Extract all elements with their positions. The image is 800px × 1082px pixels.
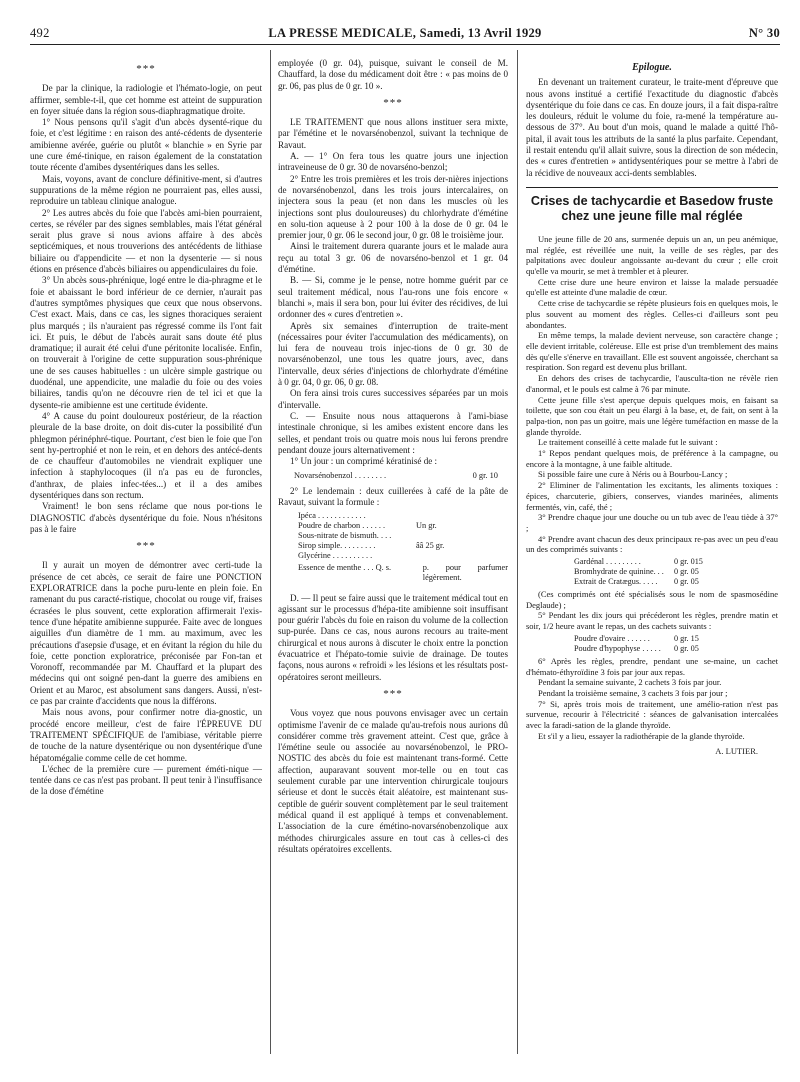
paragraph: En dehors des crises de tachycardie, l'ausculta-tion ne révèle rien d'anormal, et le pouls est calme à 76 par minute.	[526, 373, 778, 394]
article-rule	[526, 187, 778, 188]
issue-number: N° 30	[748, 26, 780, 40]
paragraph: D. — Il peut se faire aussi que le traitement médical tout en agissant sur le processus d'hépa-tite amibienne soit insuffisant pour guérir l'abcès du foie en raison du volume de la collection sup-purée. Dans ce cas, nous aurons recours au traite-ment chirurgical et nous aurons à discuter le choix entre la ponction évacuatrice et l'hépato-tomie suivie de drainage. De toutes façons, nous aurons « refroidi » les lésions et les résultats post-opératoires seront meilleurs.	[278, 592, 508, 682]
formula-tail	[298, 563, 508, 583]
paragraph: Pendant la semaine suivante, 2 cachets 3 fois par jour.	[538, 677, 722, 688]
formula-item: Glycérine . . . . . . . . . .	[298, 550, 373, 560]
paragraph: 4° A cause du point douloureux postérieur, de la réaction pleurale de la base droite, on doit dis-cuter la possibilité d'un phlegmon périnéphré-tique. Pourtant, c'est bien le foie que l'on sent hy-pertrophié et non le rein, et en dehors des antécé-dents de ce chauffeur d'automobiles ne viendrait expliquer une infection à staphylocoques (il n'a pas eu de furoncles, d'anthrax, de plaies infec-tées...) et il a des amibes dysentériques dans son rectum.	[30, 410, 262, 500]
article-title: Crises de tachycardie et Basedow fruste chez une jeune fille mal réglée	[530, 193, 774, 223]
paragraph: 3° Un abcès sous-phrénique, logé entre le dia-phragme et le foie et abaissant le bord inférieur de ce dernier, n'aurait pas d'autres symptômes physiques que ceux que nous observons. C'est exact. Mais, dans ce cas, les signes thoraciques seraient plus marqués ; ils n'auraient pas régressé comme ils l'ont fait ici. Et puis, le début de l'abcès aurait sans doute été plus dramatique; il aurait été celui d'une péritonite localisée. Enfin, on trouverait à l'origine de cette suppuration sous-phrénique une de ses causes habituelles : un ulcère simple gastrique ou duodénal, une appendicite, une maladie du foie ou des voies biliaires, tandis qu'on ne découvre rien de tel ici et que la dysente-rie amibienne est une certitude évidente.	[30, 275, 262, 410]
paragraph: En devenant un traitement curateur, le traite-ment d'épreuve que nous avons institué a certifié l'exactitude du diagnostic d'abcès dysentérique du foie dans ce cas. En douze jours, il a fait dispa-raître les douleurs, réduit le volume du foie, ra-mené la température au-dessous de 37°. Au bout d'un mois, quand le malade a quitté l'hô-pital, il avait tous les attributs de la santé la plus parfaite. Cependant, il restait entendu qu'il allait suivre, sous la direction de son médecin, des « cures d'entretien » antidysentériques pour se mettre à l'abri de la récidive de nouveaux acci-dents semblables.	[526, 77, 778, 178]
page-header	[30, 26, 780, 44]
prescription-table-1	[574, 557, 778, 587]
paragraph: De par la clinique, la radiologie et l'hémato-logie, on peut affirmer, semble-t-il, que cet homme est atteint de suppuration en foyer située dans la région sous-diaphragmatique droite.	[30, 83, 262, 116]
formula-value: ââ 25 gr.	[416, 540, 445, 550]
prescription-dose: 0 gr. 15	[674, 633, 699, 643]
journal-title: LA PRESSE MEDICALE, Samedi, 13 Avril 1929	[268, 26, 542, 40]
paragraph: (Ces comprimés ont été spécialisés sous le nom de spasmosédine Deglaude) ;	[526, 589, 778, 610]
paragraph: Si possible faire une cure à Néris ou à Bourbou-Lancy ;	[538, 469, 728, 480]
formula-1	[294, 471, 508, 482]
prescription-dose: 0 gr. 05	[674, 577, 699, 587]
prescription-dose: 0 gr. 015	[674, 557, 703, 567]
paragraph: 2° Le lendemain : deux cuillerées à café de la pâte de Ravaut, suivant la formule :	[278, 485, 508, 508]
prescription-item: Bromhydrate de quinine. . .	[574, 567, 664, 577]
paragraph: Cette crise dure une heure environ et laisse la malade persuadée qu'elle est atteinte d'une maladie de cœur.	[526, 276, 778, 298]
paragraph: LE TRAITEMENT que nous allons instituer sera mixte, par l'émétine et le novarsénobenzol, suivant la technique de Ravaut.	[278, 117, 508, 150]
formula-item: Essence de menthe . . . Q. s.	[298, 562, 392, 572]
column-divider	[270, 50, 271, 1054]
paragraph: Et s'il y a lieu, essayer la radiothérapie de la glande thyroïde.	[538, 730, 745, 741]
paragraph: Vous voyez que nous pouvons envisager avec un certain optimisme l'avenir de ce malade qu'au-trefois nous aurions dû considérer comme très gravement atteint. C'est que, grâce à l'émétine seule ou associée au novarsénobenzol, le PRO-NOSTIC des abcès du foie est maintenant trans-formé. Cette affection, auparavant souvent mor-telle ou en tout cas seulement curable par une intervention chirurgicale toujours sérieuse et dont le succès était aléatoire, est maintenant sus-ceptible de guérir souvent complètement par le seul traitement médical quand il est appliqué à temps et convenablement. L'association de la cure émétino-novarsénobenzolique aux méthodes chirurgicales assure en tout cas à celles-ci des résultats opératoires excellents.	[278, 708, 508, 854]
prescription-dose: 0 gr. 05	[674, 567, 699, 577]
formula-value: p. pour parfumer légèrement.	[422, 562, 508, 582]
formula-item: Novarsénobenzol . . . . . . . .	[294, 471, 387, 481]
prescription-item: Poudre d'ovaire . . . . . .	[574, 633, 650, 643]
paragraph: 7° Si, après trois mois de traitement, une amélio-ration n'est pas survenue, recourir à l'électricité : séances de galvanisation intercalées avec la faradi-sation de la glande thyroïde.	[526, 698, 778, 731]
paragraph: 6° Après les règles, prendre, pendant une se-maine, un cachet d'hémato-éthyroïdine 3 fois par jour aux repas.	[526, 655, 778, 677]
column-3	[526, 58, 778, 1062]
paragraph: Le traitement conseillé à cette malade fut le suivant :	[538, 437, 718, 448]
prescription-dose: 0 gr. 05	[674, 643, 699, 653]
paragraph: 2° Eliminer de l'alimentation les excitants, les aliments toxiques : épices, charcuterie, gibiers, conserves, viandes marinées, aliments fermentés, vin, café, thé ;	[526, 480, 778, 512]
section-stars: ***	[136, 540, 156, 553]
paragraph: On fera ainsi trois cures successives séparées par un mois d'intervalle.	[278, 388, 508, 410]
prescription-item: Gardénal . . . . . . . . .	[574, 557, 641, 567]
prescription-table-2	[574, 634, 778, 654]
paragraph: 2° Les autres abcès du foie que l'abcès ami-bien pourraient, certes, se révéler par des signes semblables, mais l'état général serait plus grave si nous avions affaire à des abcès septicémiques, et nous trouverions des antécédents de lithiase biliaire ou d'appendicite — et non la dysenterie — si nous étions en présence d'abcès biliaires ou appendiculaires du foie.	[30, 207, 262, 275]
paragraph: B. — Si, comme je le pense, notre homme guérit par ce seul traitement médical, nous l'au-rons une fois encore « blanchi », mais il sera bon, pour lui éviter des récidives, de lui ordonner des « cures d'entretien ».	[278, 275, 508, 320]
column-divider	[517, 50, 518, 1054]
section-stars: ***	[383, 96, 403, 109]
section-stars: ***	[136, 63, 156, 75]
paragraph: Une jeune fille de 20 ans, surmenée depuis un an, un peu anémique, mal réglée, est réveillée une nuit, la veille de ses règles, par des palpitations avec douleur angoissante au-devant du cœur ; elle croit qu'elle va mourir, se met à trembler et à pleurer.	[526, 233, 778, 277]
paragraph: Pendant la troisième semaine, 3 cachets 3 fois par jour ;	[538, 687, 728, 698]
formula-item: Sirop simple. . . . . . . . .	[298, 540, 376, 550]
paragraph: 2° Entre les trois premières et les trois der-nières injections de novarsénobenzol, dans les trois jours intercalaires, on injectera sous la peau (et non dans les muscles où les injections sont plus douloureuses) du chlorhydrate d'émétine en solu-tion aqueuse à 2 pour 100 à la dose de 0 gr. 04 le premier jour, 0 gr. 06 le second jour, 0 gr. 08 le troisième jour.	[278, 173, 508, 241]
paragraph: C. — Ensuite nous nous attaquerons à l'ami-biase intestinale chronique, si les amibes existent encore dans les selles, et pendant trois ou quatre mois nous lui ferons prendre pendant douze jours alternativement :	[278, 410, 508, 455]
paragraph: Mais nous avons, pour confirmer notre dia-gnostic, un procédé encore meilleur, c'est de faire l'ÉPREUVE DU TRAITEMENT SPÉCIFIQUE de l'amibiase, véritable pierre de touche de la nature dysentérique ou non dysentérique d'une hépatomégalie comme celle de cet homme.	[30, 707, 262, 763]
paragraph: 3° Prendre chaque jour une douche ou un tub avec de l'eau tiède à 37° ;	[526, 512, 778, 533]
paragraph: 1° Nous pensons qu'il s'agit d'un abcès dysenté-rique du foie, et c'est légitime : en raison des anté-cédents de dysenterie amibienne avérée, guérie ou plutôt « blanchie » en Syrie par une cure émé-tinique, en raison également de la constatation toute récente d'amibes dysentériques dans les selles.	[30, 117, 262, 173]
paragraph: Cette jeune fille s'est aperçue depuis quelques mois, en faisant sa toilette, que son cou était un peu élargi à la base, et, de fait, on sent à la palpa-tion, non pas un goitre, mais une légère tuméfaction en masse de la glande thyroïde.	[526, 394, 778, 437]
paragraph: Après six semaines d'interruption de traite-ment (nécessaires pour éviter l'accumulation des médicaments), on lui fera de nouveau trois injec-tions de 0 gr. 30 de novarsénobenzol, une tous les quatre jours, avec, dans l'intervalle, deux séries d'injections de chlorhydrate d'émétine à 0 gr. 04, 0 gr. 06, 0 gr. 08.	[278, 320, 508, 388]
header-rule	[30, 44, 780, 45]
paragraph: A. — 1° On fera tous les quatre jours une injection intraveineuse de 0 gr. 30 de novarséno-benzol;	[278, 151, 508, 173]
author-signature: A. LUTIER.	[715, 745, 758, 756]
paragraph: Mais, voyons, avant de conclure définitive-ment, si d'autres suppurations de la même région ne pourraient pas, elles aussi, reproduire un tableau clinique analogue.	[30, 173, 262, 207]
paragraph: Il y aurait un moyen de démontrer avec certi-tude la présence de cet abcès, ce serait de faire une PONCTION EXPLORATRICE dans la poche puru-lente en plein foie. En ramenant du pus caracté-ristique, chocolat ou rouge vif, fraises écrasées le plus souvent, cette exploration affirmerait l'exis-tence d'une hépatite amibienne suppurée. Faite avec de longues aiguilles d'un diamètre de 1 mm. au maximum, avec les précautions d'asepsie d'usage, et en évitant la région du hile du foie, cette ponction exploratrice, préconisée par Fon-tan et Voronoff, recommandée par M. Chauffard et la plupart des médecins qui ont soigné pen-dant la guerre des amibiens en Orient et au Maroc, est absolument sans dangers. Aussi, n'est-ce pas par crainte d'accidents que nous la différons.	[30, 560, 262, 707]
section-stars: ***	[383, 687, 403, 700]
formula-item: Ipéca . . . . . . . . . . . .	[298, 510, 366, 520]
paragraph: employée (0 gr. 04), puisque, suivant le conseil de M. Chauffard, la dose du médicament doit être : « pas moins de 0 gr. 06, pas plus de 0 gr. 10 ».	[278, 58, 508, 91]
formula-item: Sous-nitrate de bismuth. . . .	[298, 530, 392, 540]
page-number: 492	[30, 26, 50, 40]
formula-2	[298, 511, 508, 561]
paragraph: L'échec de la première cure — purement éméti-nique — tentée dans ce cas n'est pas probant. Il peut tenir à l'insuffisance de la dose d'émétine	[30, 763, 262, 797]
paragraph: Ainsi le traitement durera quarante jours et le malade aura reçu au total 3 gr. 06 de novarséno-benzol et 1 gr. 04 d'émétine.	[278, 241, 508, 275]
formula-value: Un gr.	[416, 520, 437, 530]
epilogue-heading: Epilogue.	[632, 62, 672, 73]
paragraph: Cette crise de tachycardie se répète plusieurs fois en quelques mois, le plus souvent au moment des règles. Celles-ci d'ailleurs sont peu abondantes.	[526, 298, 778, 330]
paragraph: 5° Pendant les dix jours qui précéderont les règles, prendre matin et soir, 1/2 heure avant le repas, un des cachets suivants :	[526, 610, 778, 632]
column-1	[30, 58, 262, 1062]
formula-item: Poudre de charbon . . . . . .	[298, 520, 386, 530]
column-2	[278, 58, 508, 1062]
paragraph: Vraiment! le bon sens réclame que nous por-tions le DIAGNOSTIC d'abcès dysentérique du foie. Nous n'hésitons pas à le faire	[30, 501, 262, 534]
paragraph: 1° Un jour : un comprimé kératinisé de :	[290, 456, 438, 467]
paragraph: En même temps, la malade devient nerveuse, son caractère change ; elle devient irritable, coléreuse. Elle est prise d'un tremblement des mains dès qu'elle s'énerve en travaillant. Elle est souvent angoissée, cherchant sa respiration. Son regard est devenu plus brillant.	[526, 330, 778, 373]
prescription-item: Extrait de Cratægus. . . . .	[574, 577, 658, 587]
prescription-item: Poudre d'hypophyse . . . . .	[574, 643, 661, 653]
paragraph: 1° Repos pendant quelques mois, de préférence à la campagne, ou encore à la montagne, à une faible altitude.	[526, 448, 778, 469]
formula-value: 0 gr. 10	[472, 471, 498, 481]
paragraph: 4° Prendre avant chacun des deux principaux re-pas avec un peu d'eau un des comprimés suivants :	[526, 533, 778, 555]
